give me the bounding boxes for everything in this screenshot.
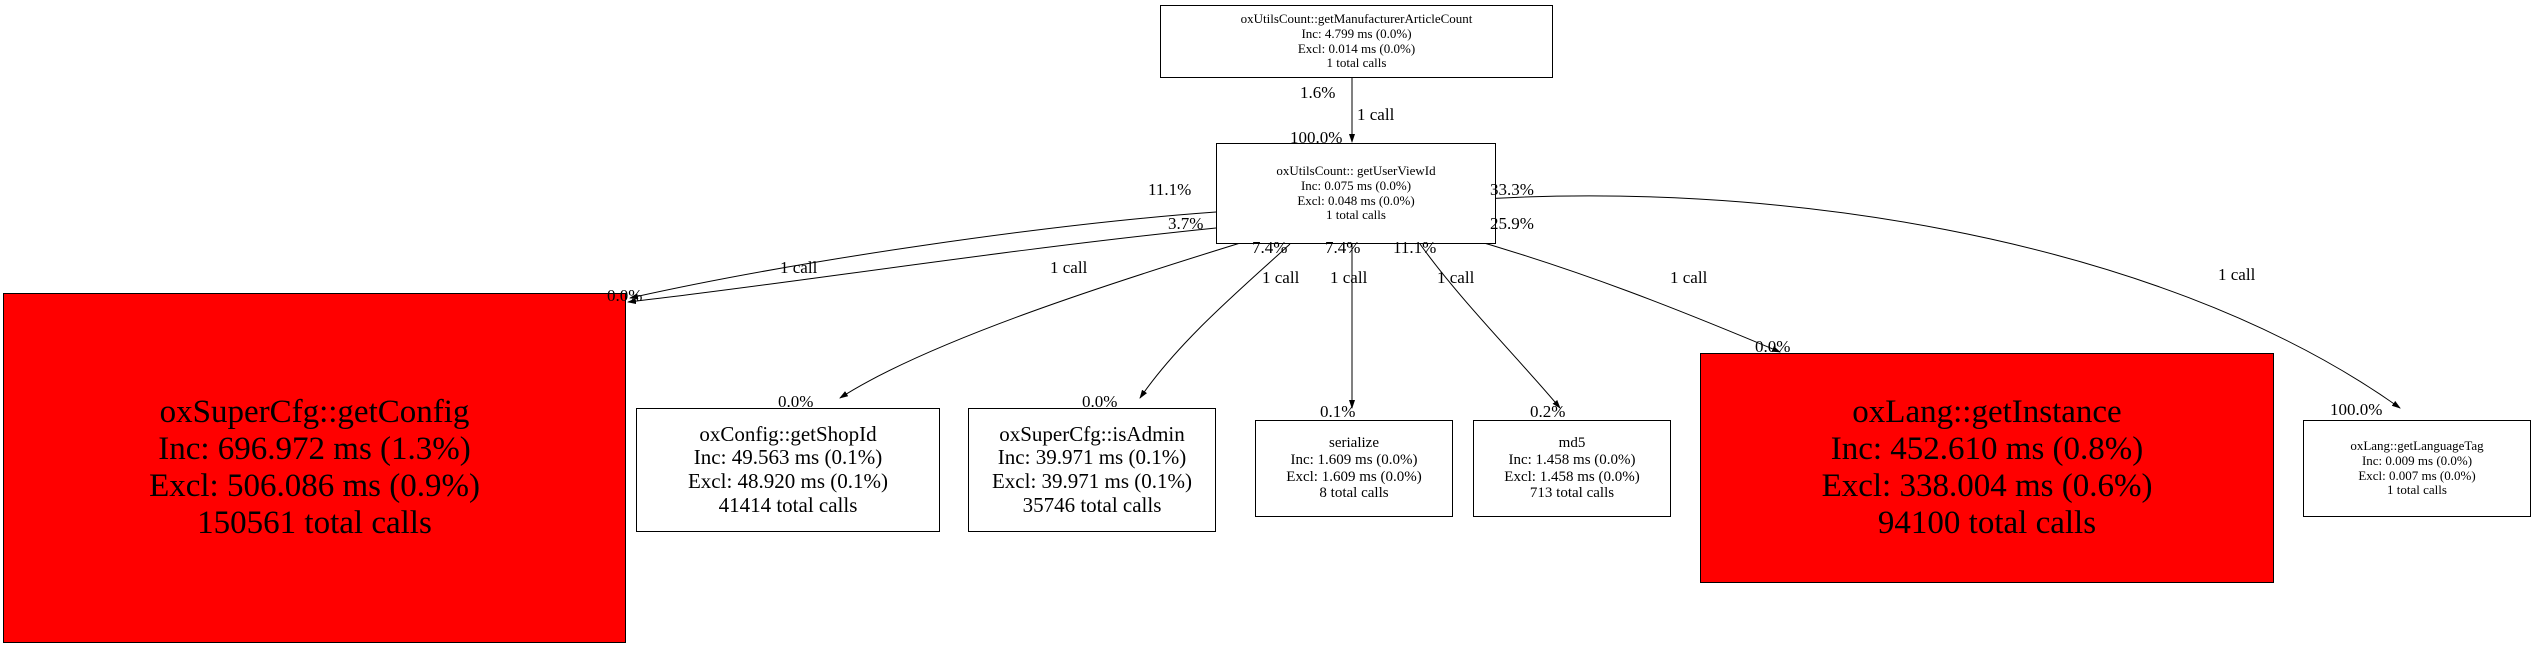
node-exclusive: Excl: 1.609 ms (0.0%) bbox=[1286, 468, 1422, 485]
node-serialize[interactable] bbox=[1255, 420, 1453, 517]
edge-label-calls-getconfig-b: 1 call bbox=[1050, 258, 1088, 277]
edge-label-7-4-pct-a: 7.4% bbox=[1252, 238, 1288, 257]
node-inclusive: Inc: 1.458 ms (0.0%) bbox=[1508, 451, 1636, 468]
node-getInstance[interactable] bbox=[1700, 353, 2274, 583]
edge-label-calls-md5: 1 call bbox=[1670, 268, 1708, 287]
edge-label-calls-isadmin: 1 call bbox=[1330, 268, 1368, 287]
edge-label-0-0-pct-shopid: 0.0% bbox=[778, 392, 814, 411]
edge-label-25-9-pct: 25.9% bbox=[1490, 214, 1534, 233]
edge-label-0-2-pct-md5: 0.2% bbox=[1530, 402, 1566, 421]
edge-label-calls-top: 1 call bbox=[1357, 105, 1395, 124]
node-inclusive: Inc: 696.972 ms (1.3%) bbox=[158, 431, 471, 468]
node-calls: 41414 total calls bbox=[718, 492, 858, 517]
node-getLanguageTag[interactable] bbox=[2303, 420, 2531, 517]
node-getManufacturerArticleCount[interactable] bbox=[1160, 5, 1553, 78]
edge-label-0-1-pct-serialize: 0.1% bbox=[1320, 402, 1356, 421]
node-inclusive: Inc: 0.009 ms (0.0%) bbox=[2361, 452, 2473, 468]
node-exclusive: Excl: 0.048 ms (0.0%) bbox=[1297, 192, 1415, 208]
node-calls: 150561 total calls bbox=[197, 504, 432, 541]
node-exclusive: Excl: 338.004 ms (0.6%) bbox=[1821, 468, 2153, 504]
node-title: oxUtilsCount:: getUserViewId bbox=[1276, 163, 1436, 179]
node-inclusive: Inc: 452.610 ms (0.8%) bbox=[1830, 431, 2144, 468]
edge-label-0-0-pct-getconfig: 0.0% bbox=[607, 286, 643, 305]
node-exclusive: Excl: 0.014 ms (0.0%) bbox=[1297, 40, 1416, 56]
node-getUserViewId[interactable] bbox=[1216, 143, 1496, 244]
edge-label-calls-getconfig-a: 1 call bbox=[780, 258, 818, 277]
node-getShopId[interactable] bbox=[636, 408, 940, 532]
node-title: oxSuperCfg::isAdmin bbox=[999, 421, 1185, 446]
node-title: oxLang::getLanguageTag bbox=[2350, 438, 2484, 454]
node-calls: 35746 total calls bbox=[1022, 492, 1162, 517]
edge-label-calls-languagetag: 1 call bbox=[2218, 265, 2256, 284]
node-md5[interactable] bbox=[1473, 420, 1671, 517]
edge-label-calls-serialize: 1 call bbox=[1437, 268, 1475, 287]
edge-label-100-pct-top: 100.0% bbox=[1290, 128, 1343, 147]
node-title: serialize bbox=[1329, 434, 1379, 451]
node-inclusive: Inc: 39.971 ms (0.1%) bbox=[997, 445, 1187, 470]
node-title: md5 bbox=[1558, 434, 1586, 451]
edge-label-33-3-pct: 33.3% bbox=[1490, 180, 1534, 199]
edge-label-3-7-pct: 3.7% bbox=[1168, 214, 1204, 233]
edge-label-11-1-pct-mid: 11.1% bbox=[1393, 238, 1437, 257]
node-calls: 1 total calls bbox=[1326, 207, 1386, 223]
node-getConfig[interactable] bbox=[3, 293, 626, 643]
node-inclusive: Inc: 0.075 ms (0.0%) bbox=[1300, 177, 1412, 193]
edge-label-11-1-pct-left: 11.1% bbox=[1148, 180, 1192, 199]
node-exclusive: Excl: 39.971 ms (0.1%) bbox=[991, 469, 1193, 493]
node-inclusive: Inc: 49.563 ms (0.1%) bbox=[693, 445, 883, 470]
node-title: oxConfig::getShopId bbox=[699, 421, 877, 446]
node-title: oxSuperCfg::getConfig bbox=[159, 394, 470, 431]
edge-label-1-6-pct: 1.6% bbox=[1300, 83, 1336, 102]
node-title: oxUtilsCount::getManufacturerArticleCount bbox=[1240, 11, 1473, 27]
node-calls: 713 total calls bbox=[1529, 485, 1615, 502]
edge-label-7-4-pct-b: 7.4% bbox=[1325, 238, 1361, 257]
node-exclusive: Excl: 48.920 ms (0.1%) bbox=[687, 469, 889, 493]
node-isAdmin[interactable] bbox=[968, 408, 1216, 532]
node-calls: 1 total calls bbox=[1326, 55, 1387, 71]
node-exclusive: Excl: 506.086 ms (0.9%) bbox=[149, 468, 480, 504]
node-exclusive: Excl: 0.007 ms (0.0%) bbox=[2358, 467, 2476, 483]
edge-label-100-pct-languagetag: 100.0% bbox=[2330, 400, 2383, 419]
node-calls: 1 total calls bbox=[2387, 482, 2447, 498]
node-calls: 8 total calls bbox=[1319, 485, 1389, 502]
edge-label-0-0-pct-isadmin: 0.0% bbox=[1082, 392, 1118, 411]
edge-label-calls-shopid: 1 call bbox=[1262, 268, 1300, 287]
node-inclusive: Inc: 4.799 ms (0.0%) bbox=[1301, 25, 1412, 41]
node-inclusive: Inc: 1.609 ms (0.0%) bbox=[1290, 451, 1418, 468]
edge-label-0-0-pct-getinstance: 0.0% bbox=[1755, 337, 1791, 356]
node-title: oxLang::getInstance bbox=[1852, 394, 2122, 431]
node-calls: 94100 total calls bbox=[1877, 504, 2097, 541]
node-exclusive: Excl: 1.458 ms (0.0%) bbox=[1504, 468, 1640, 485]
